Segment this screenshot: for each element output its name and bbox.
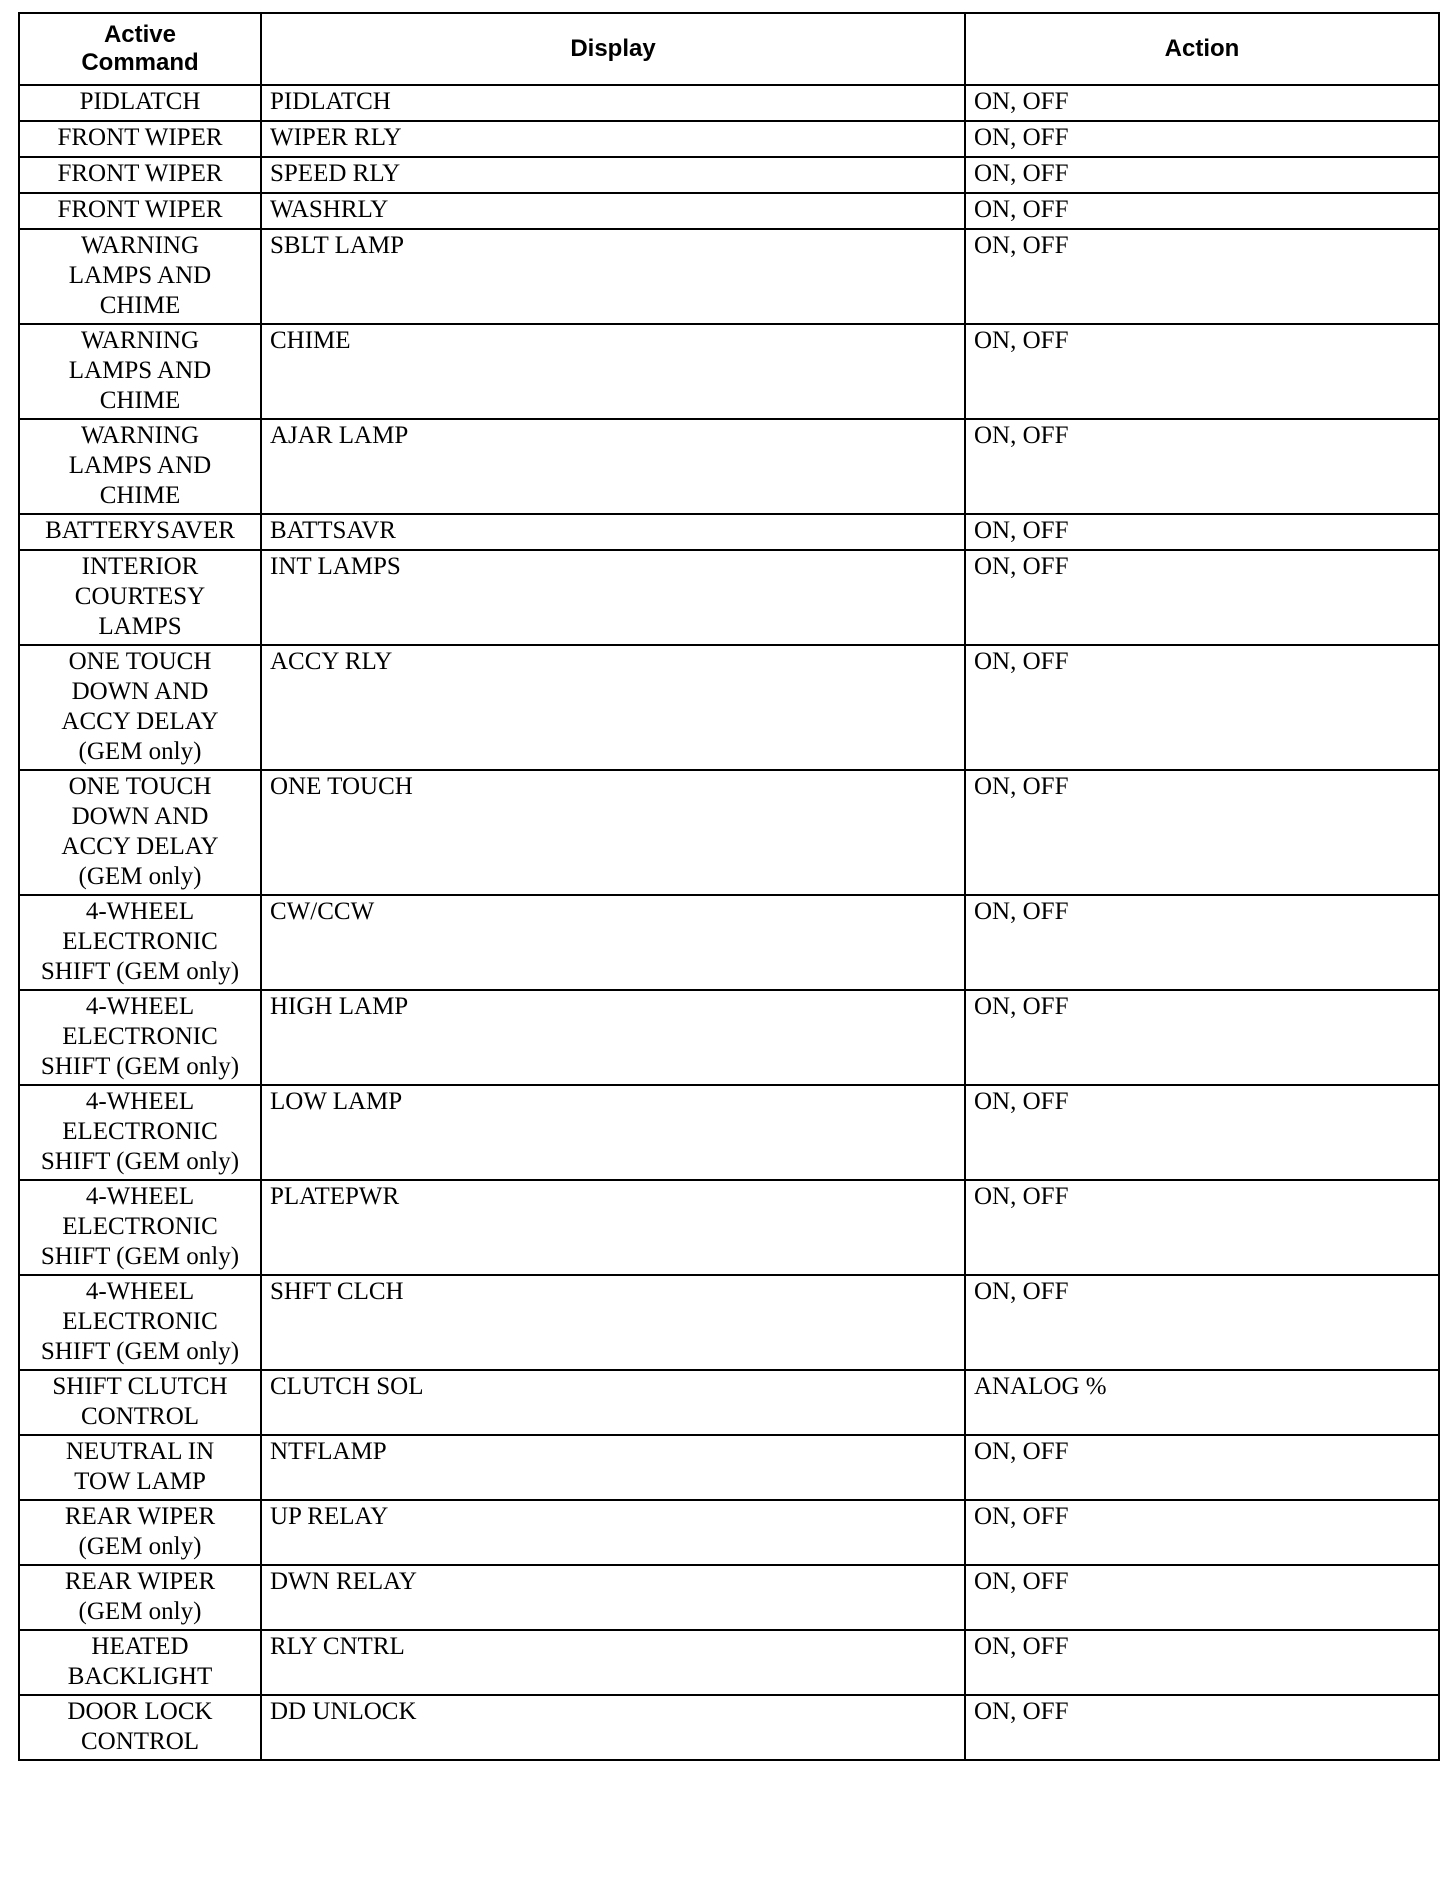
action-cell: ON, OFF — [965, 324, 1439, 419]
active-command-cell: FRONT WIPER — [19, 157, 261, 193]
table-row — [19, 1565, 1439, 1630]
active-command-cell: REAR WIPER (GEM only) — [19, 1500, 261, 1565]
display-cell: UP RELAY — [261, 1500, 965, 1565]
action-cell: ON, OFF — [965, 419, 1439, 514]
active-command-cell: PIDLATCH — [19, 85, 261, 121]
active-command-cell: SHIFT CLUTCH CONTROL — [19, 1370, 261, 1435]
display-cell: ONE TOUCH — [261, 770, 965, 895]
display-cell: BATTSAVR — [261, 514, 965, 550]
header-action: Action — [965, 13, 1439, 85]
table-row — [19, 121, 1439, 157]
display-cell: CLUTCH SOL — [261, 1370, 965, 1435]
action-cell: ON, OFF — [965, 1695, 1439, 1760]
display-cell: ACCY RLY — [261, 645, 965, 770]
action-cell: ON, OFF — [965, 550, 1439, 645]
display-cell: CW/CCW — [261, 895, 965, 990]
active-command-cell: BATTERYSAVER — [19, 514, 261, 550]
active-command-cell: 4-WHEEL ELECTRONIC SHIFT (GEM only) — [19, 895, 261, 990]
display-cell: SBLT LAMP — [261, 229, 965, 324]
table-row — [19, 1370, 1439, 1435]
table-row — [19, 550, 1439, 645]
display-cell: CHIME — [261, 324, 965, 419]
table-row — [19, 770, 1439, 895]
table-row — [19, 514, 1439, 550]
active-command-cell: 4-WHEEL ELECTRONIC SHIFT (GEM only) — [19, 990, 261, 1085]
header-active-command: Active Command — [19, 13, 261, 85]
active-command-cell: FRONT WIPER — [19, 193, 261, 229]
action-cell: ON, OFF — [965, 1085, 1439, 1180]
action-cell: ANALOG % — [965, 1370, 1439, 1435]
display-cell: HIGH LAMP — [261, 990, 965, 1085]
action-cell: ON, OFF — [965, 193, 1439, 229]
action-cell: ON, OFF — [965, 1180, 1439, 1275]
display-cell: LOW LAMP — [261, 1085, 965, 1180]
action-cell: ON, OFF — [965, 121, 1439, 157]
display-cell: DD UNLOCK — [261, 1695, 965, 1760]
active-command-table — [18, 12, 1440, 1761]
action-cell: ON, OFF — [965, 1275, 1439, 1370]
action-cell: ON, OFF — [965, 1565, 1439, 1630]
display-cell: INT LAMPS — [261, 550, 965, 645]
active-command-cell: REAR WIPER (GEM only) — [19, 1565, 261, 1630]
active-command-cell: HEATED BACKLIGHT — [19, 1630, 261, 1695]
table-row — [19, 1180, 1439, 1275]
action-cell: ON, OFF — [965, 157, 1439, 193]
display-cell: WIPER RLY — [261, 121, 965, 157]
active-command-cell: WARNING LAMPS AND CHIME — [19, 324, 261, 419]
active-command-cell: NEUTRAL IN TOW LAMP — [19, 1435, 261, 1500]
table-row — [19, 990, 1439, 1085]
table-row — [19, 1630, 1439, 1695]
action-cell: ON, OFF — [965, 770, 1439, 895]
table-header-row — [19, 13, 1439, 85]
table-row — [19, 1695, 1439, 1760]
active-command-cell: 4-WHEEL ELECTRONIC SHIFT (GEM only) — [19, 1180, 261, 1275]
display-cell: RLY CNTRL — [261, 1630, 965, 1695]
table-row — [19, 324, 1439, 419]
active-command-cell: WARNING LAMPS AND CHIME — [19, 419, 261, 514]
table-row — [19, 157, 1439, 193]
display-cell: PIDLATCH — [261, 85, 965, 121]
display-cell: SPEED RLY — [261, 157, 965, 193]
action-cell: ON, OFF — [965, 895, 1439, 990]
display-cell: DWN RELAY — [261, 1565, 965, 1630]
table-row — [19, 229, 1439, 324]
table-row — [19, 1435, 1439, 1500]
active-command-cell: ONE TOUCH DOWN AND ACCY DELAY (GEM only) — [19, 645, 261, 770]
active-command-cell: FRONT WIPER — [19, 121, 261, 157]
active-command-cell: DOOR LOCK CONTROL — [19, 1695, 261, 1760]
action-cell: ON, OFF — [965, 1435, 1439, 1500]
table-row — [19, 193, 1439, 229]
display-cell: SHFT CLCH — [261, 1275, 965, 1370]
display-cell: WASHRLY — [261, 193, 965, 229]
display-cell: AJAR LAMP — [261, 419, 965, 514]
table-row — [19, 85, 1439, 121]
table-row — [19, 895, 1439, 990]
display-cell: PLATEPWR — [261, 1180, 965, 1275]
table-row — [19, 645, 1439, 770]
action-cell: ON, OFF — [965, 990, 1439, 1085]
action-cell: ON, OFF — [965, 1500, 1439, 1565]
active-command-cell: 4-WHEEL ELECTRONIC SHIFT (GEM only) — [19, 1275, 261, 1370]
action-cell: ON, OFF — [965, 229, 1439, 324]
table-row — [19, 1500, 1439, 1565]
active-command-table-page — [18, 12, 1438, 1761]
active-command-cell: INTERIOR COURTESY LAMPS — [19, 550, 261, 645]
active-command-cell: 4-WHEEL ELECTRONIC SHIFT (GEM only) — [19, 1085, 261, 1180]
action-cell: ON, OFF — [965, 514, 1439, 550]
header-display: Display — [261, 13, 965, 85]
action-cell: ON, OFF — [965, 645, 1439, 770]
display-cell: NTFLAMP — [261, 1435, 965, 1500]
action-cell: ON, OFF — [965, 85, 1439, 121]
active-command-cell: WARNING LAMPS AND CHIME — [19, 229, 261, 324]
table-row — [19, 1085, 1439, 1180]
table-row — [19, 1275, 1439, 1370]
active-command-cell: ONE TOUCH DOWN AND ACCY DELAY (GEM only) — [19, 770, 261, 895]
table-row — [19, 419, 1439, 514]
action-cell: ON, OFF — [965, 1630, 1439, 1695]
